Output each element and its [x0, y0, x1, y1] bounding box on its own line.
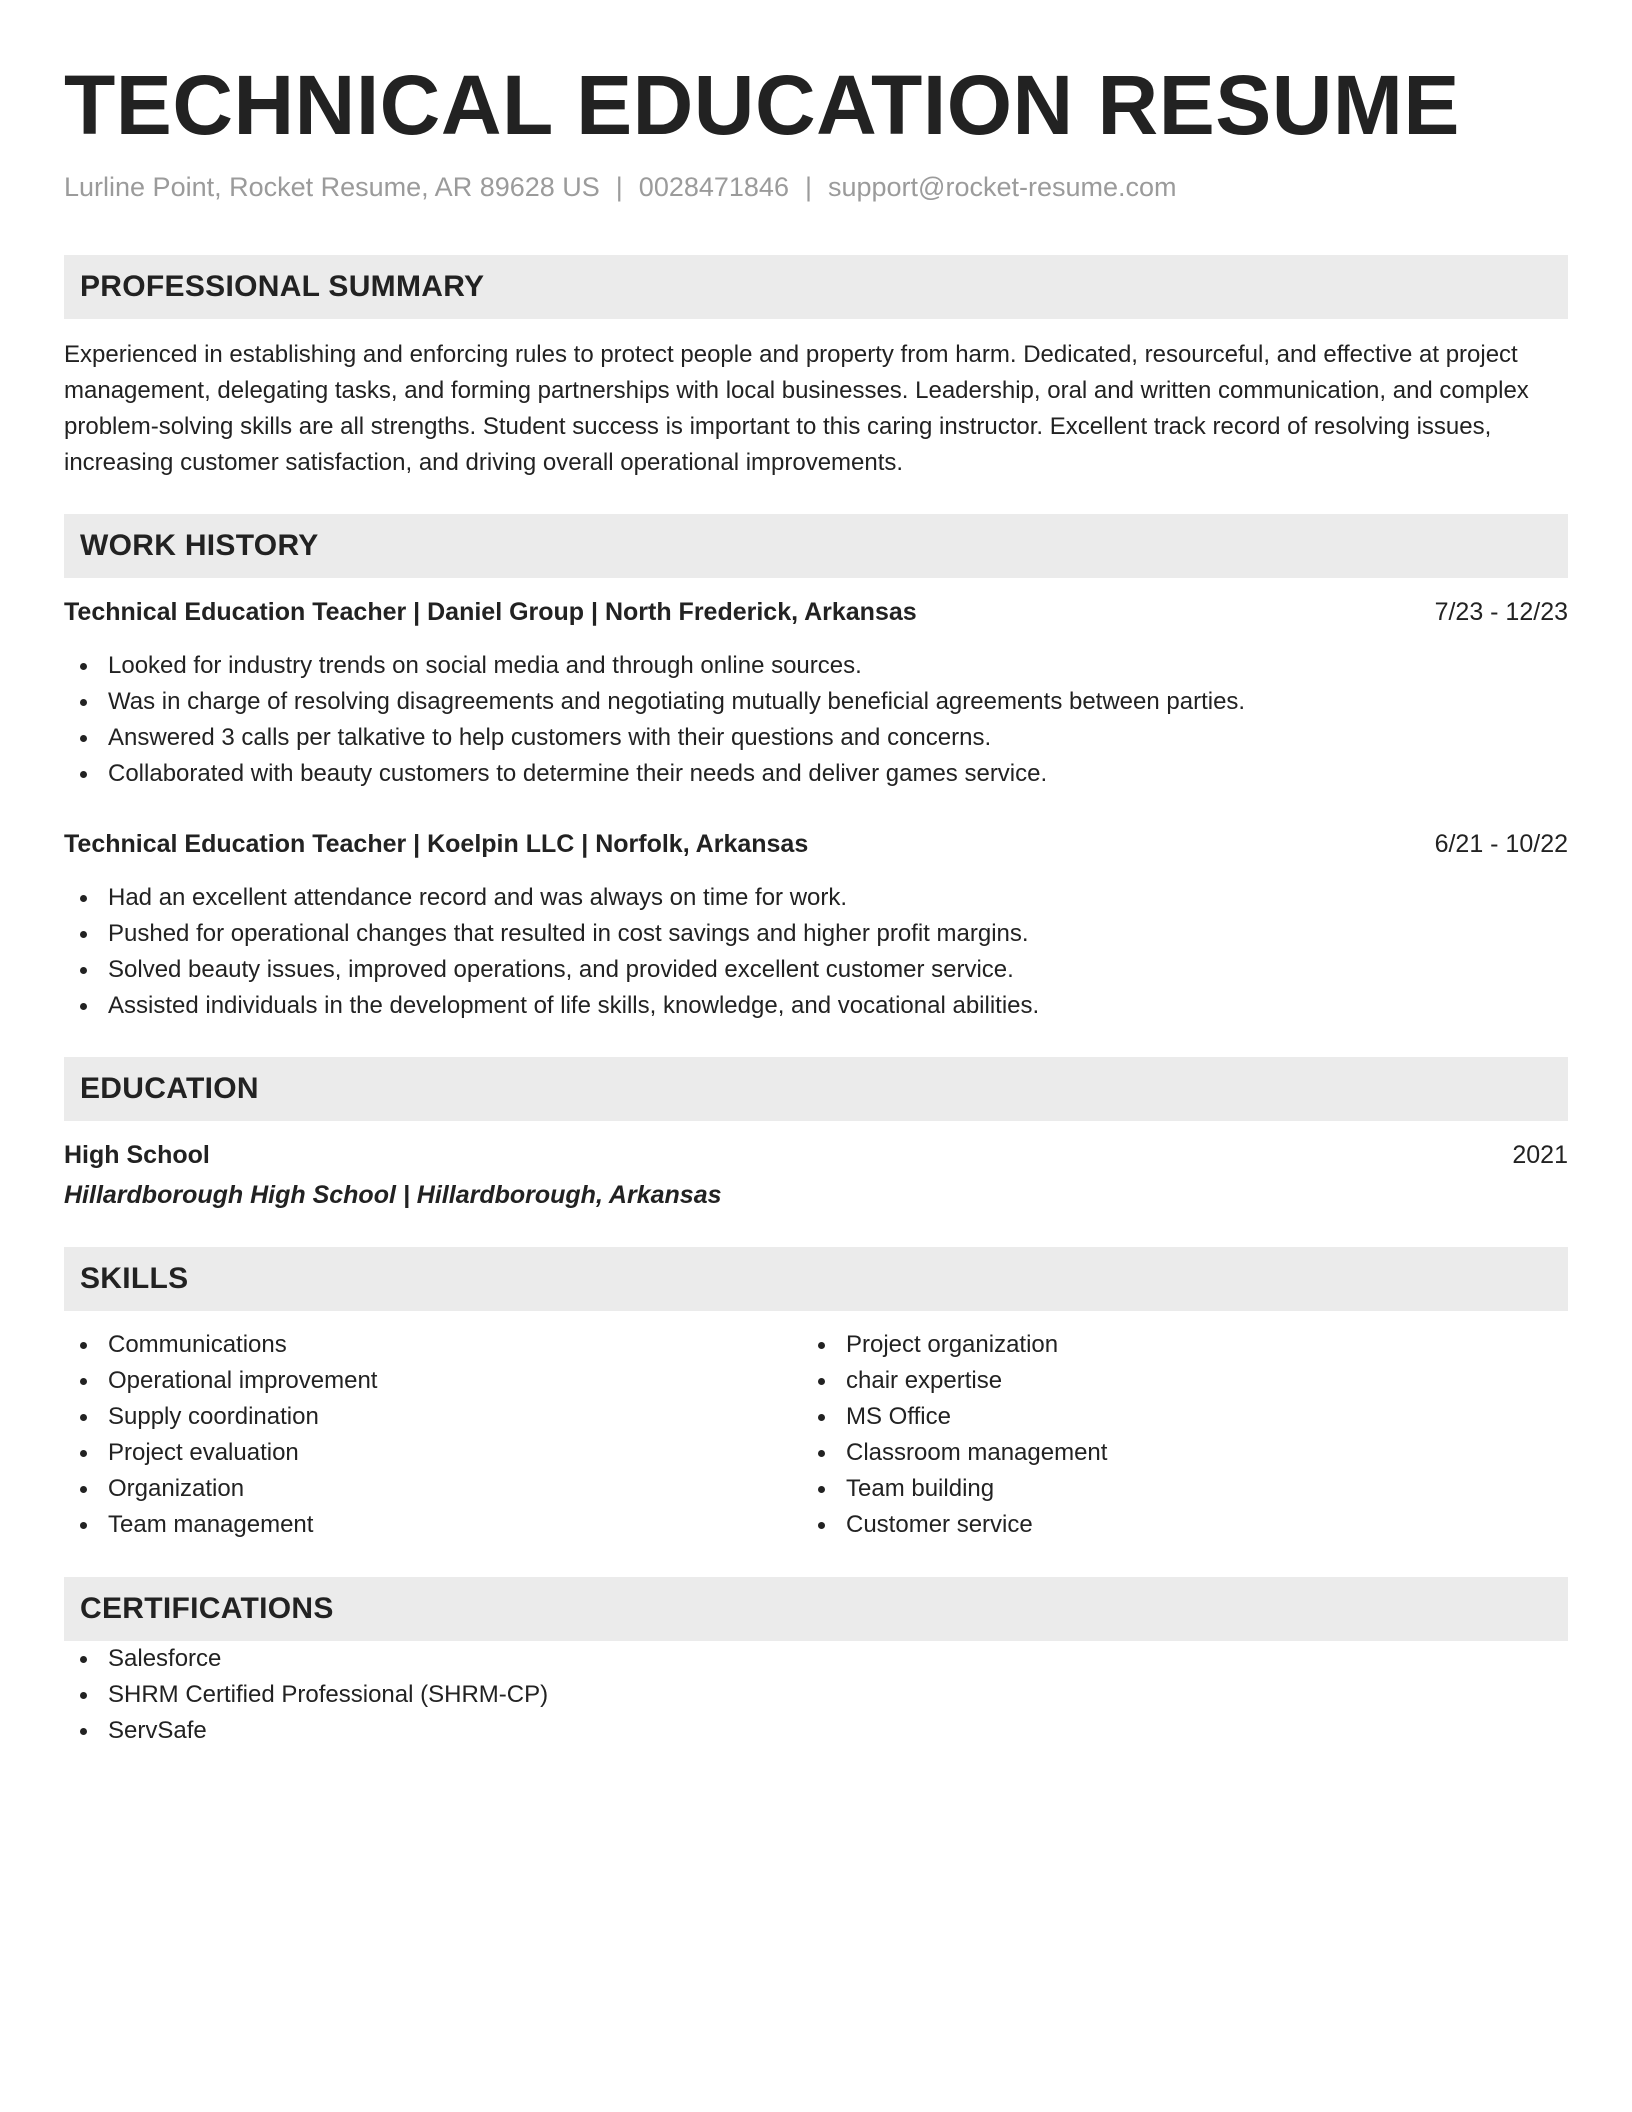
resume-title: TECHNICAL EDUCATION RESUME	[64, 58, 1460, 152]
job-entry	[64, 594, 1568, 792]
skill-item: Supply coordination	[64, 1399, 802, 1435]
job-bullet: Collaborated with beauty customers to determine their needs and deliver games service.	[64, 756, 1568, 792]
job-bullet: Had an excellent attendance record and was always on time for work.	[64, 880, 1568, 916]
skill-item: Project evaluation	[64, 1435, 802, 1471]
skill-item: chair expertise	[802, 1363, 1540, 1399]
job-entry	[64, 826, 1568, 1024]
education-degree: High School	[64, 1141, 210, 1169]
skill-item: Customer service	[802, 1507, 1540, 1543]
certification-item: Salesforce	[64, 1641, 1568, 1677]
job-title: Technical Education Teacher | Koelpin LLC | Norfolk, Arkansas	[64, 830, 809, 858]
skill-item: Team management	[64, 1507, 802, 1543]
section-header-education: EDUCATION	[64, 1057, 1568, 1121]
skills-grid	[64, 1327, 1568, 1543]
job-header	[64, 594, 1568, 630]
skills-column-right	[802, 1327, 1540, 1543]
contact-address: Lurline Point, Rocket Resume, AR 89628 US	[64, 172, 600, 202]
job-bullet-list	[64, 648, 1568, 792]
job-bullet: Answered 3 calls per talkative to help customers with their questions and concerns.	[64, 720, 1568, 756]
job-title: Technical Education Teacher | Daniel Group | North Frederick, Arkansas	[64, 598, 917, 626]
skill-item: Organization	[64, 1471, 802, 1507]
education-header	[64, 1137, 1568, 1173]
job-dates: 7/23 - 12/23	[1434, 598, 1568, 626]
contact-line	[64, 169, 1568, 205]
job-dates: 6/21 - 10/22	[1434, 830, 1568, 858]
job-header	[64, 826, 1568, 862]
job-bullet: Assisted individuals in the development of life skills, knowledge, and vocational abilities.	[64, 988, 1568, 1024]
certifications-list	[64, 1641, 1568, 1749]
job-bullet: Was in charge of resolving disagreements and negotiating mutually beneficial agreements between parties.	[64, 684, 1568, 720]
skills-column-left	[64, 1327, 802, 1543]
job-bullet-list	[64, 880, 1568, 1024]
skill-item: Operational improvement	[64, 1363, 802, 1399]
certification-item: SHRM Certified Professional (SHRM-CP)	[64, 1677, 1568, 1713]
skill-item: Team building	[802, 1471, 1540, 1507]
section-header-skills: SKILLS	[64, 1247, 1568, 1311]
skill-item: MS Office	[802, 1399, 1540, 1435]
job-bullet: Solved beauty issues, improved operations, and provided excellent customer service.	[64, 952, 1568, 988]
job-bullet: Pushed for operational changes that resulted in cost savings and higher profit margins.	[64, 916, 1568, 952]
skill-item: Classroom management	[802, 1435, 1540, 1471]
contact-phone: 0028471846	[638, 172, 789, 202]
job-bullet: Looked for industry trends on social media and through online sources.	[64, 648, 1568, 684]
certification-item: ServSafe	[64, 1713, 1568, 1749]
section-header-certifications: CERTIFICATIONS	[64, 1577, 1568, 1641]
skill-item: Communications	[64, 1327, 802, 1363]
skill-item: Project organization	[802, 1327, 1540, 1363]
contact-separator: |	[615, 172, 623, 202]
section-header-summary: PROFESSIONAL SUMMARY	[64, 255, 1568, 319]
section-header-work-history: WORK HISTORY	[64, 514, 1568, 578]
contact-separator: |	[804, 172, 812, 202]
contact-email: support@rocket-resume.com	[827, 172, 1177, 202]
education-year: 2021	[1512, 1141, 1568, 1169]
summary-text: Experienced in establishing and enforcing rules to protect people and property from harm. Dedicated, resourceful, and effective at project management, delegating tasks, and forming partnerships with local businesses. Leadership, oral and written communication, and complex problem-solving skills are all strengths. Student success is important to this caring instructor. Excellent track record of resolving issues, increasing customer satisfaction, and driving overall operational improvements.	[64, 341, 1529, 476]
education-school: Hillardborough High School | Hillardborough, Arkansas	[64, 1181, 722, 1209]
